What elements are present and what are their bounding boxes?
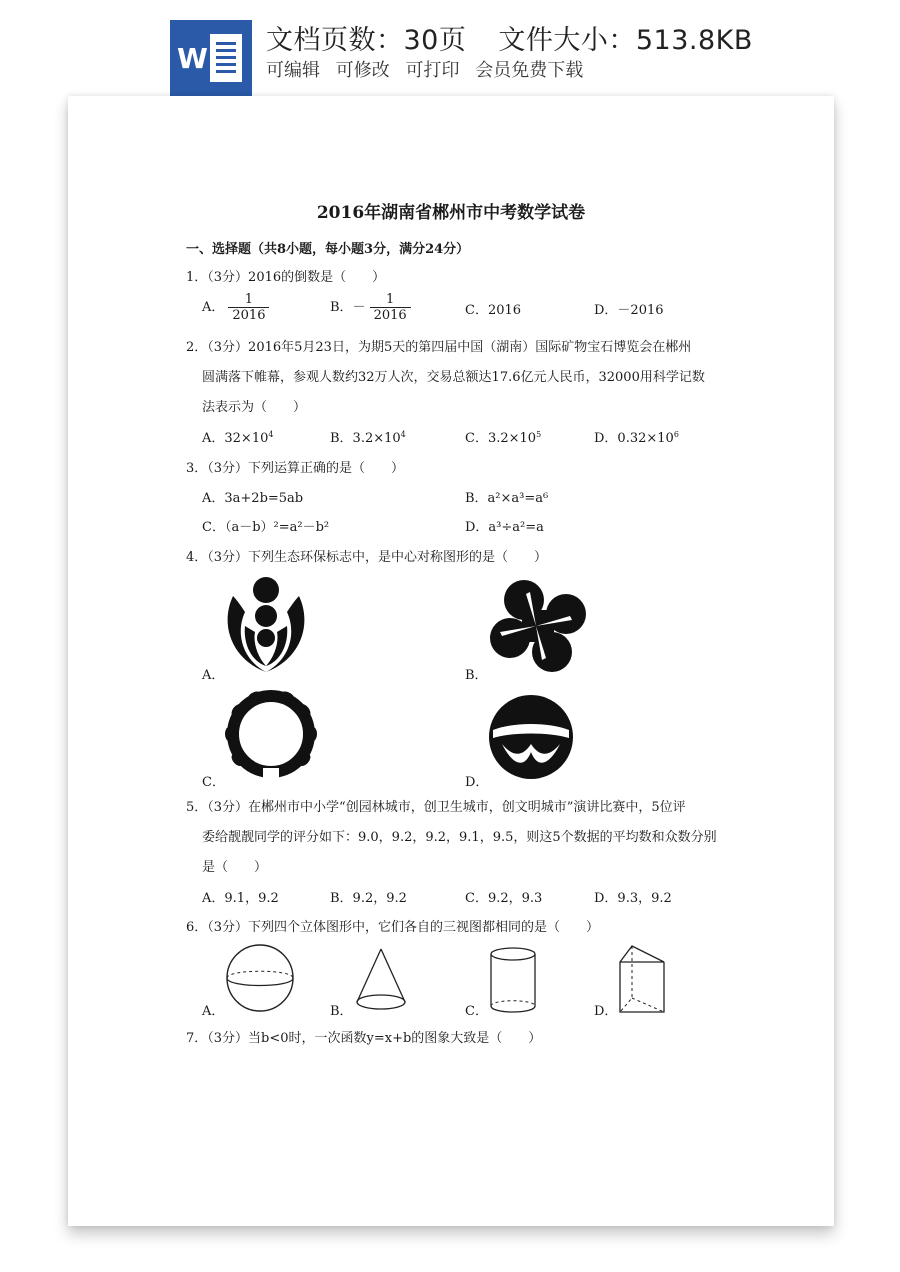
question-6-stem: 6．（3分）下列四个立体图形中，它们各自的三视图都相同的是（ ） — [186, 920, 600, 935]
q4-option-d: D． — [465, 775, 489, 790]
q3-option-b: B．a²×a³=a⁶ — [465, 491, 549, 506]
q5-option-c: C．9.2，9.3 — [465, 891, 543, 906]
question-5-line-3: 是（ ） — [202, 860, 268, 875]
q4-emblem-d-icon — [488, 692, 574, 782]
question-1-stem: 1．（3分）2016的倒数是（ ） — [186, 270, 386, 285]
q1-a-fraction — [228, 292, 269, 323]
q3-option-a: A．3a+2b=5ab — [202, 491, 304, 506]
q4-emblem-b-icon — [486, 576, 590, 676]
document-page — [68, 96, 834, 1226]
q6-cylinder-icon — [488, 946, 538, 1016]
feature-member-download[interactable]: 会员免费下载 — [475, 60, 584, 81]
q4-option-a: A． — [202, 668, 225, 683]
logo-letter: W — [177, 42, 208, 75]
q2-option-d — [594, 427, 679, 446]
q4-emblem-c-icon — [223, 688, 319, 780]
file-size: 文件大小：513.8KB — [498, 25, 753, 56]
q6-sphere-icon — [223, 942, 297, 1014]
question-2-line-2: 圆满落下帷幕，参观人数约32万人次，交易总额达17.6亿元人民币，32000用科学记数 — [202, 370, 705, 385]
q6-prism-icon — [616, 942, 668, 1016]
q1-a-numerator: 1 — [228, 292, 269, 308]
q6-option-b: B． — [330, 1004, 353, 1019]
section-heading: 一、选择题（共8小题，每小题3分，满分24分） — [186, 242, 470, 257]
page-title: 2016年湖南省郴州市中考数学试卷 — [316, 203, 586, 223]
q4-emblem-a-icon — [223, 576, 309, 676]
q2-b-base: B．3.2×10 — [330, 431, 401, 446]
word-logo-icon — [170, 20, 252, 96]
q2-d-exponent: 6 — [673, 430, 679, 439]
q1-option-d: D．－2016 — [594, 303, 664, 318]
q2-option-c — [465, 427, 541, 446]
question-5-line-2: 委给靓靓同学的评分如下：9.0，9.2，9.2，9.1，9.5，则这5个数据的平均数和众数分别 — [202, 830, 717, 845]
q1-option-a — [202, 292, 269, 323]
q1-b-numerator: 1 — [370, 292, 411, 308]
q3-option-d: D．a³÷a²=a — [465, 520, 544, 535]
q2-a-exponent: 4 — [268, 430, 274, 439]
q3-option-c: C．（a－b）²=a²－b² — [202, 520, 330, 535]
feature-printable: 可打印 — [405, 60, 460, 81]
q1-option-b — [330, 292, 411, 323]
q5-option-d: D．9.3，9.2 — [594, 891, 672, 906]
q5-option-b: B．9.2，9.2 — [330, 891, 407, 906]
q6-cone-icon — [353, 946, 409, 1014]
q1-option-c: C．2016 — [465, 303, 522, 318]
q6-option-a: A． — [202, 1004, 225, 1019]
document-page-icon — [210, 34, 242, 82]
feature-modifiable: 可修改 — [335, 60, 390, 81]
question-7-stem: 7．（3分）当b<0时，一次函数y=x+b的图象大致是（ ） — [186, 1031, 542, 1046]
q2-c-exponent: 5 — [536, 430, 542, 439]
q1-b-label: B．－ — [330, 300, 366, 315]
q4-option-b: B． — [465, 668, 488, 683]
q1-b-denominator: 2016 — [373, 308, 407, 323]
file-info — [266, 18, 785, 57]
question-3-stem: 3．（3分）下列运算正确的是（ ） — [186, 461, 405, 476]
q2-option-a — [202, 427, 273, 446]
question-2-line-3: 法表示为（ ） — [202, 400, 307, 415]
q2-d-base: D．0.32×10 — [594, 431, 674, 446]
q5-option-a: A．9.1，9.2 — [202, 891, 279, 906]
q1-b-fraction — [370, 292, 411, 323]
question-5-line-1: 5．（3分）在郴州市中小学“创园林城市，创卫生城市，创文明城市”演讲比赛中，5位评 — [186, 800, 686, 815]
feature-list — [266, 56, 593, 82]
question-4-stem: 4．（3分）下列生态环保标志中，是中心对称图形的是（ ） — [186, 550, 548, 565]
q2-b-exponent: 4 — [400, 430, 406, 439]
q1-a-label: A． — [202, 300, 225, 315]
feature-editable: 可编辑 — [266, 60, 320, 81]
q6-option-c: C． — [465, 1004, 488, 1019]
q1-a-denominator: 2016 — [232, 308, 266, 323]
download-banner — [0, 0, 900, 96]
q2-c-base: C．3.2×10 — [465, 431, 537, 446]
q2-option-b — [330, 427, 406, 446]
page-count: 文档页数：30页 — [266, 25, 467, 56]
q2-a-base: A．32×10 — [202, 431, 269, 446]
question-2-line-1: 2．（3分）2016年5月23日，为期5天的第四届中国（湖南）国际矿物宝石博览会在郴州 — [186, 340, 692, 355]
q6-option-d: D． — [594, 1004, 618, 1019]
q4-option-c: C． — [202, 775, 225, 790]
